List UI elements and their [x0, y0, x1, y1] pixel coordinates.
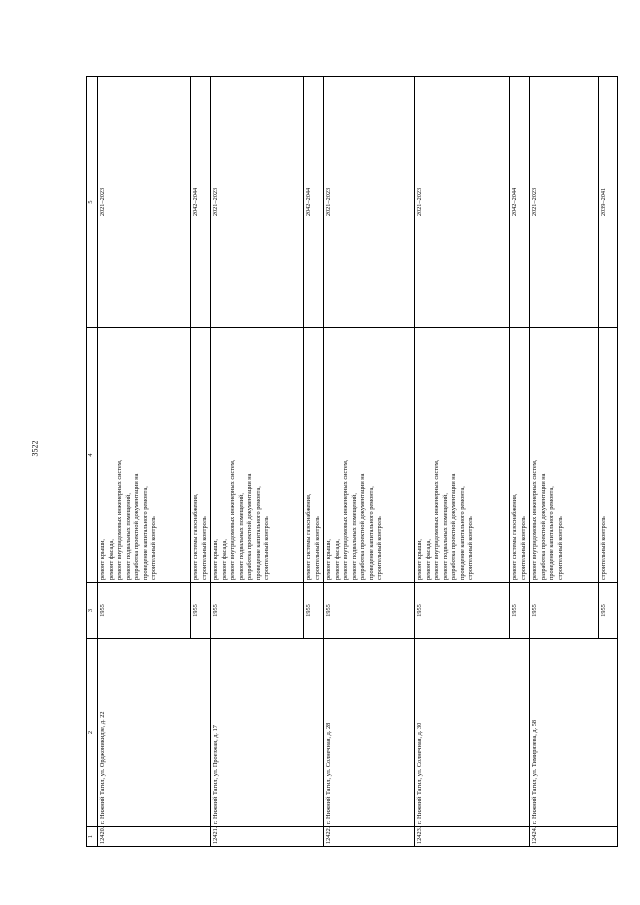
repair-works [510, 328, 530, 583]
entry-number: 12422. [324, 827, 415, 847]
repair-works [415, 328, 510, 583]
repair-period: 2021–2023 [530, 77, 599, 328]
repair-work-item: ремонт внутридомовых инженерных систем, [342, 459, 349, 580]
entry-address: г. Нижний Тагил, ул. Солнечная, д. 28 [324, 639, 415, 827]
repair-works [304, 328, 324, 583]
repair-work-item: ремонт системы газоснабжения, [305, 493, 312, 580]
repair-period: 2042–2044 [510, 77, 530, 328]
repair-work-item: ремонт подвальных помещений, [441, 493, 449, 580]
column-header: 3 [87, 583, 98, 639]
repair-period: 2042–2044 [304, 77, 324, 328]
capital-repair-table [86, 76, 618, 847]
repair-work-item: ремонт подвальных помещений, [350, 493, 358, 580]
repair-work-item: ремонт внутридомовых инженерных систем, [116, 459, 123, 580]
repair-period: 2021–2023 [98, 77, 191, 328]
repair-work-item: разработка проектной документации на [539, 473, 547, 580]
page-number: 3522 [30, 440, 40, 457]
column-header: 2 [87, 639, 98, 827]
entry-address: г. Нижний Тагил, ул. Орджоникидзе, д. 22 [98, 639, 211, 827]
repair-work-item: разработка проектной документации на [133, 473, 140, 580]
repair-work-item: ремонт внутридомовых инженерных систем, [531, 459, 538, 580]
repair-work-item: ремонт системы газоснабжения, [511, 493, 518, 580]
table-row [415, 77, 510, 847]
table-row [211, 77, 304, 847]
build-year: 1955 [599, 583, 618, 639]
build-year: 1955 [530, 583, 599, 639]
repair-work-item: строительный контроль [556, 516, 564, 580]
repair-work-item: строительный контроль [263, 516, 270, 580]
repair-period: 2042–2044 [191, 77, 211, 328]
repair-work-item: проведение капитального ремонта, [367, 486, 375, 580]
rotated-sheet [86, 77, 607, 847]
repair-work-item: строительный контроль [519, 516, 527, 580]
build-year: 1955 [324, 583, 415, 639]
repair-works [599, 328, 618, 583]
repair-work-item: ремонт внутридомовых инженерных систем, [229, 459, 236, 580]
build-year: 1955 [98, 583, 191, 639]
repair-work-item: разработка проектной документации на [450, 473, 457, 580]
repair-work-item: строительный контроль [200, 516, 208, 580]
entry-number: 12424. [530, 827, 618, 847]
repair-work-item: ремонт системы газоснабжения, [192, 493, 199, 580]
table-row [530, 77, 599, 847]
repair-period: 2021–2023 [415, 77, 510, 328]
entry-number: 12420. [98, 827, 211, 847]
repair-work-item: ремонт фасада, [424, 539, 432, 580]
build-year: 1955 [510, 583, 530, 639]
column-header: 1 [87, 827, 98, 847]
repair-work-item: разработка проектной документации на [246, 473, 253, 580]
repair-period: 2021–2023 [324, 77, 415, 328]
column-header: 4 [87, 328, 98, 583]
repair-work-item: строительный контроль [150, 516, 157, 580]
table-row [324, 77, 415, 847]
repair-works [211, 328, 304, 583]
repair-works [324, 328, 415, 583]
build-year: 1955 [191, 583, 211, 639]
repair-work-item: ремонт подвальных помещений, [124, 493, 132, 580]
repair-works [98, 328, 191, 583]
repair-work-item: строительный контроль [600, 516, 607, 580]
repair-work-item: ремонт крыши, [99, 538, 106, 580]
repair-work-item: проведение капитального ремонта, [141, 486, 149, 580]
repair-work-item: строительный контроль [467, 516, 474, 580]
entry-address: г. Нижний Тагил, ул. Тимирязева, д. 58 [530, 639, 618, 827]
repair-work-item: строительный контроль [376, 516, 383, 580]
repair-work-item: разработка проектной документации на [359, 473, 366, 580]
repair-period: 2021–2023 [211, 77, 304, 328]
entry-address: г. Нижний Тагил, ул. Солнечная, д. 30 [415, 639, 530, 827]
repair-work-item: ремонт крыши, [416, 538, 423, 580]
entry-number: 12423. [415, 827, 530, 847]
build-year: 1955 [304, 583, 324, 639]
build-year: 1955 [415, 583, 510, 639]
column-header: 5 [87, 77, 98, 328]
repair-works [530, 328, 599, 583]
table-row [98, 77, 191, 847]
repair-work-item: ремонт подвальных помещений, [237, 493, 245, 580]
repair-work-item: ремонт фасада, [220, 539, 228, 580]
repair-work-item: ремонт крыши, [212, 538, 219, 580]
repair-work-item: строительный контроль [313, 516, 321, 580]
entry-number: 12421. [211, 827, 324, 847]
entry-address: г. Нижний Тагил, ул. Проезжая, д. 17 [211, 639, 324, 827]
repair-work-item: проведение капитального ремонта, [458, 486, 466, 580]
repair-period: 2039–2041 [599, 77, 618, 328]
repair-work-item: ремонт внутридомовых инженерных систем, [433, 459, 440, 580]
repair-work-item: ремонт фасада, [107, 539, 115, 580]
repair-work-item: ремонт крыши, [325, 538, 332, 580]
repair-work-item: проведение капитального ремонта, [548, 486, 555, 580]
repair-work-item: проведение капитального ремонта, [254, 486, 262, 580]
header-row [87, 77, 98, 847]
repair-work-item: ремонт фасада, [333, 539, 341, 580]
repair-works [191, 328, 211, 583]
build-year: 1955 [211, 583, 304, 639]
